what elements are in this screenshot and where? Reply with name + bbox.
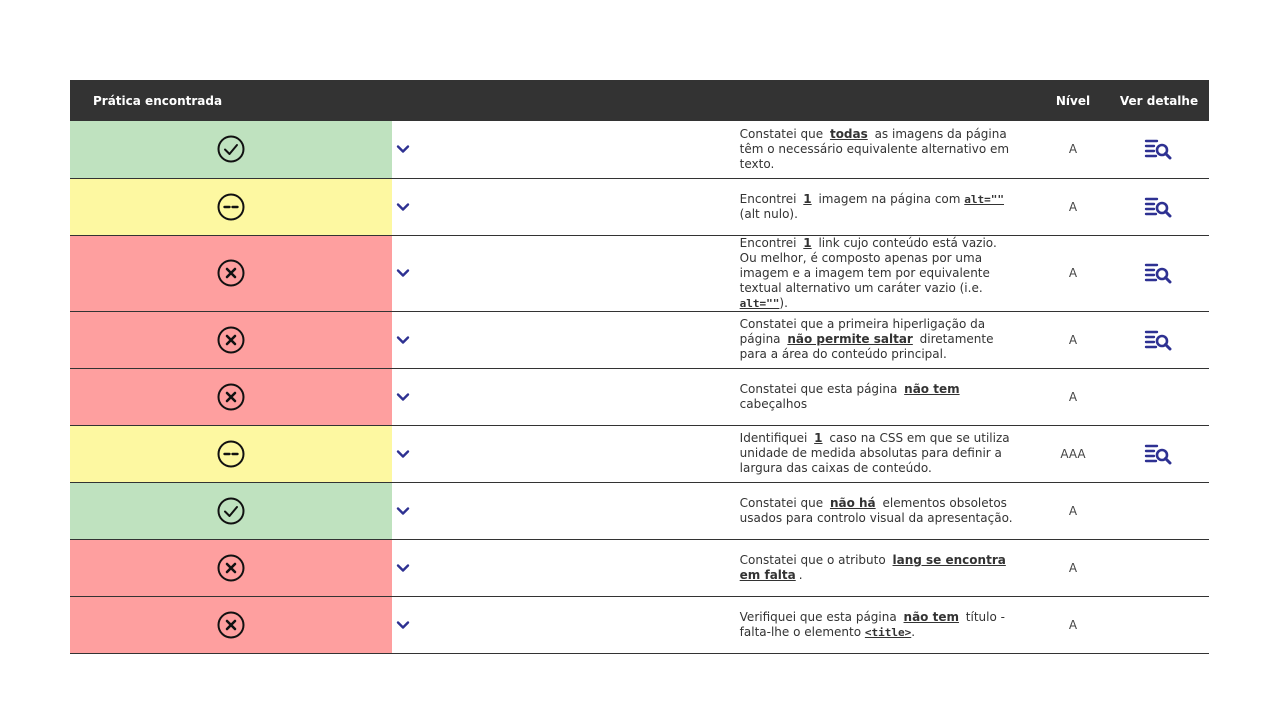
description-text: Encontrei [739,191,801,206]
practice-description [715,596,1037,653]
list-search-icon[interactable] [1144,196,1174,218]
expand-cell [392,425,714,482]
practice-description [715,178,1037,235]
check-circle-icon [216,134,246,164]
results-table [70,80,1209,654]
status-cell [70,425,392,482]
description-text: . [911,624,916,639]
chevron-down-icon[interactable] [394,198,412,216]
header-level: Nível [1055,93,1091,108]
description-text: imagem na página com [814,191,965,206]
detail-cell [1109,425,1209,482]
result-row [70,596,1209,653]
chevron-down-icon[interactable] [394,445,412,463]
detail-cell [1109,235,1209,311]
description-text: Verifiquei que esta página [739,609,901,624]
header-practice: Prática encontrada [93,93,223,108]
highlighted-term: 1 [803,235,812,250]
practice-description [715,121,1037,178]
highlighted-term: 1 [803,191,812,206]
code-snippet: alt="" [739,296,780,310]
description-text: Constatei que a primeira hiperligação da página [739,317,986,346]
chevron-down-icon[interactable] [394,331,412,349]
result-row [70,482,1209,539]
status-cell [70,368,392,425]
expand-cell [392,596,714,653]
check-circle-icon [216,496,246,526]
result-row [70,425,1209,482]
status-cell [70,539,392,596]
code-snippet: <title> [864,625,912,639]
expand-cell [392,311,714,368]
description-text: ). [779,295,788,310]
description-text: Constatei que o atributo [739,552,890,567]
detail-cell [1109,121,1209,178]
description-text: as imagens da página têm o necessário equivalente alternativo em texto. [739,126,1010,171]
expand-cell [392,368,714,425]
expand-cell [392,121,714,178]
expand-cell [392,235,714,311]
level-value: A [1068,199,1078,214]
expand-cell [392,539,714,596]
level-value: A [1068,503,1078,518]
chevron-down-icon[interactable] [394,502,412,520]
list-search-icon[interactable] [1144,262,1174,284]
practice-description [715,482,1037,539]
list-search-icon[interactable] [1144,138,1174,160]
description-text: Constatei que [739,126,827,141]
description-text: caso na CSS em que se utiliza unidade de medida absolutas para definir a largura das caixas de conteúdo. [739,431,1010,475]
chevron-down-icon[interactable] [394,264,412,282]
description-text: diretamente para a área do conteúdo principal. [739,332,994,361]
list-search-icon[interactable] [1144,329,1174,351]
detail-cell [1109,178,1209,235]
result-row [70,368,1209,425]
highlighted-term: não permite saltar [787,332,913,346]
level-value: A [1068,560,1078,575]
practice-description [715,368,1037,425]
description-text: link cujo conteúdo está vazio. Ou melhor, é composto apenas por uma imagem e a imagem tem por equivalente textual alternativo um caráter vazio (i.e. [739,235,997,295]
status-cell [70,235,392,311]
practice-description [715,235,1037,311]
result-row [70,235,1209,311]
level-value: A [1068,142,1078,157]
result-row [70,539,1209,596]
table-body [70,121,1209,653]
practice-description [715,539,1037,596]
description-text: Encontrei [739,235,801,250]
highlighted-term: 1 [814,431,823,445]
highlighted-term: não tem [904,381,960,396]
chevron-down-icon[interactable] [394,559,412,577]
status-cell [70,482,392,539]
highlighted-term: todas [829,126,868,141]
description-text: título - falta-lhe o elemento [739,609,1005,639]
description-text: . [798,567,803,582]
level-value: AAA [1060,446,1086,461]
level-value: A [1068,266,1078,280]
result-row [70,121,1209,178]
chevron-down-icon[interactable] [394,140,412,158]
x-circle-icon [216,325,246,355]
description-text: Constatei que [739,495,827,510]
detail-cell [1109,368,1209,425]
description-text: elementos obsoletos usados para controlo visual da apresentação. [739,495,1013,525]
expand-cell [392,178,714,235]
practice-description [715,311,1037,368]
description-text: cabeçalhos [739,396,808,411]
x-circle-icon [216,610,246,640]
status-cell [70,178,392,235]
detail-cell [1109,482,1209,539]
level-value: A [1068,389,1078,404]
detail-cell [1109,539,1209,596]
practice-description [715,425,1037,482]
description-text: Identifiquei [739,431,812,445]
x-circle-icon [216,382,246,412]
level-value: A [1068,617,1078,632]
status-cell [70,121,392,178]
table-header [70,80,1209,121]
result-row [70,178,1209,235]
result-row [70,311,1209,368]
description-text: (alt nulo). [739,206,798,221]
detail-cell [1109,596,1209,653]
x-circle-icon [216,553,246,583]
detail-cell [1109,311,1209,368]
list-search-icon[interactable] [1144,443,1174,465]
expand-cell [392,482,714,539]
results-table-container [70,80,1209,654]
code-snippet: alt="" [964,192,1005,206]
x-circle-icon [216,258,246,288]
highlighted-term: não há [829,495,876,510]
highlighted-term: lang se encontra em falta [739,552,1006,582]
level-value: A [1068,332,1078,347]
header-row [70,80,1209,121]
highlighted-term: não tem [903,609,959,624]
dash-circle-icon [216,192,246,222]
status-cell [70,311,392,368]
description-text: Constatei que esta página [739,381,902,396]
chevron-down-icon[interactable] [394,616,412,634]
chevron-down-icon[interactable] [394,388,412,406]
header-detail: Ver detalhe [1119,93,1199,108]
dash-circle-icon [216,439,246,469]
status-cell [70,596,392,653]
